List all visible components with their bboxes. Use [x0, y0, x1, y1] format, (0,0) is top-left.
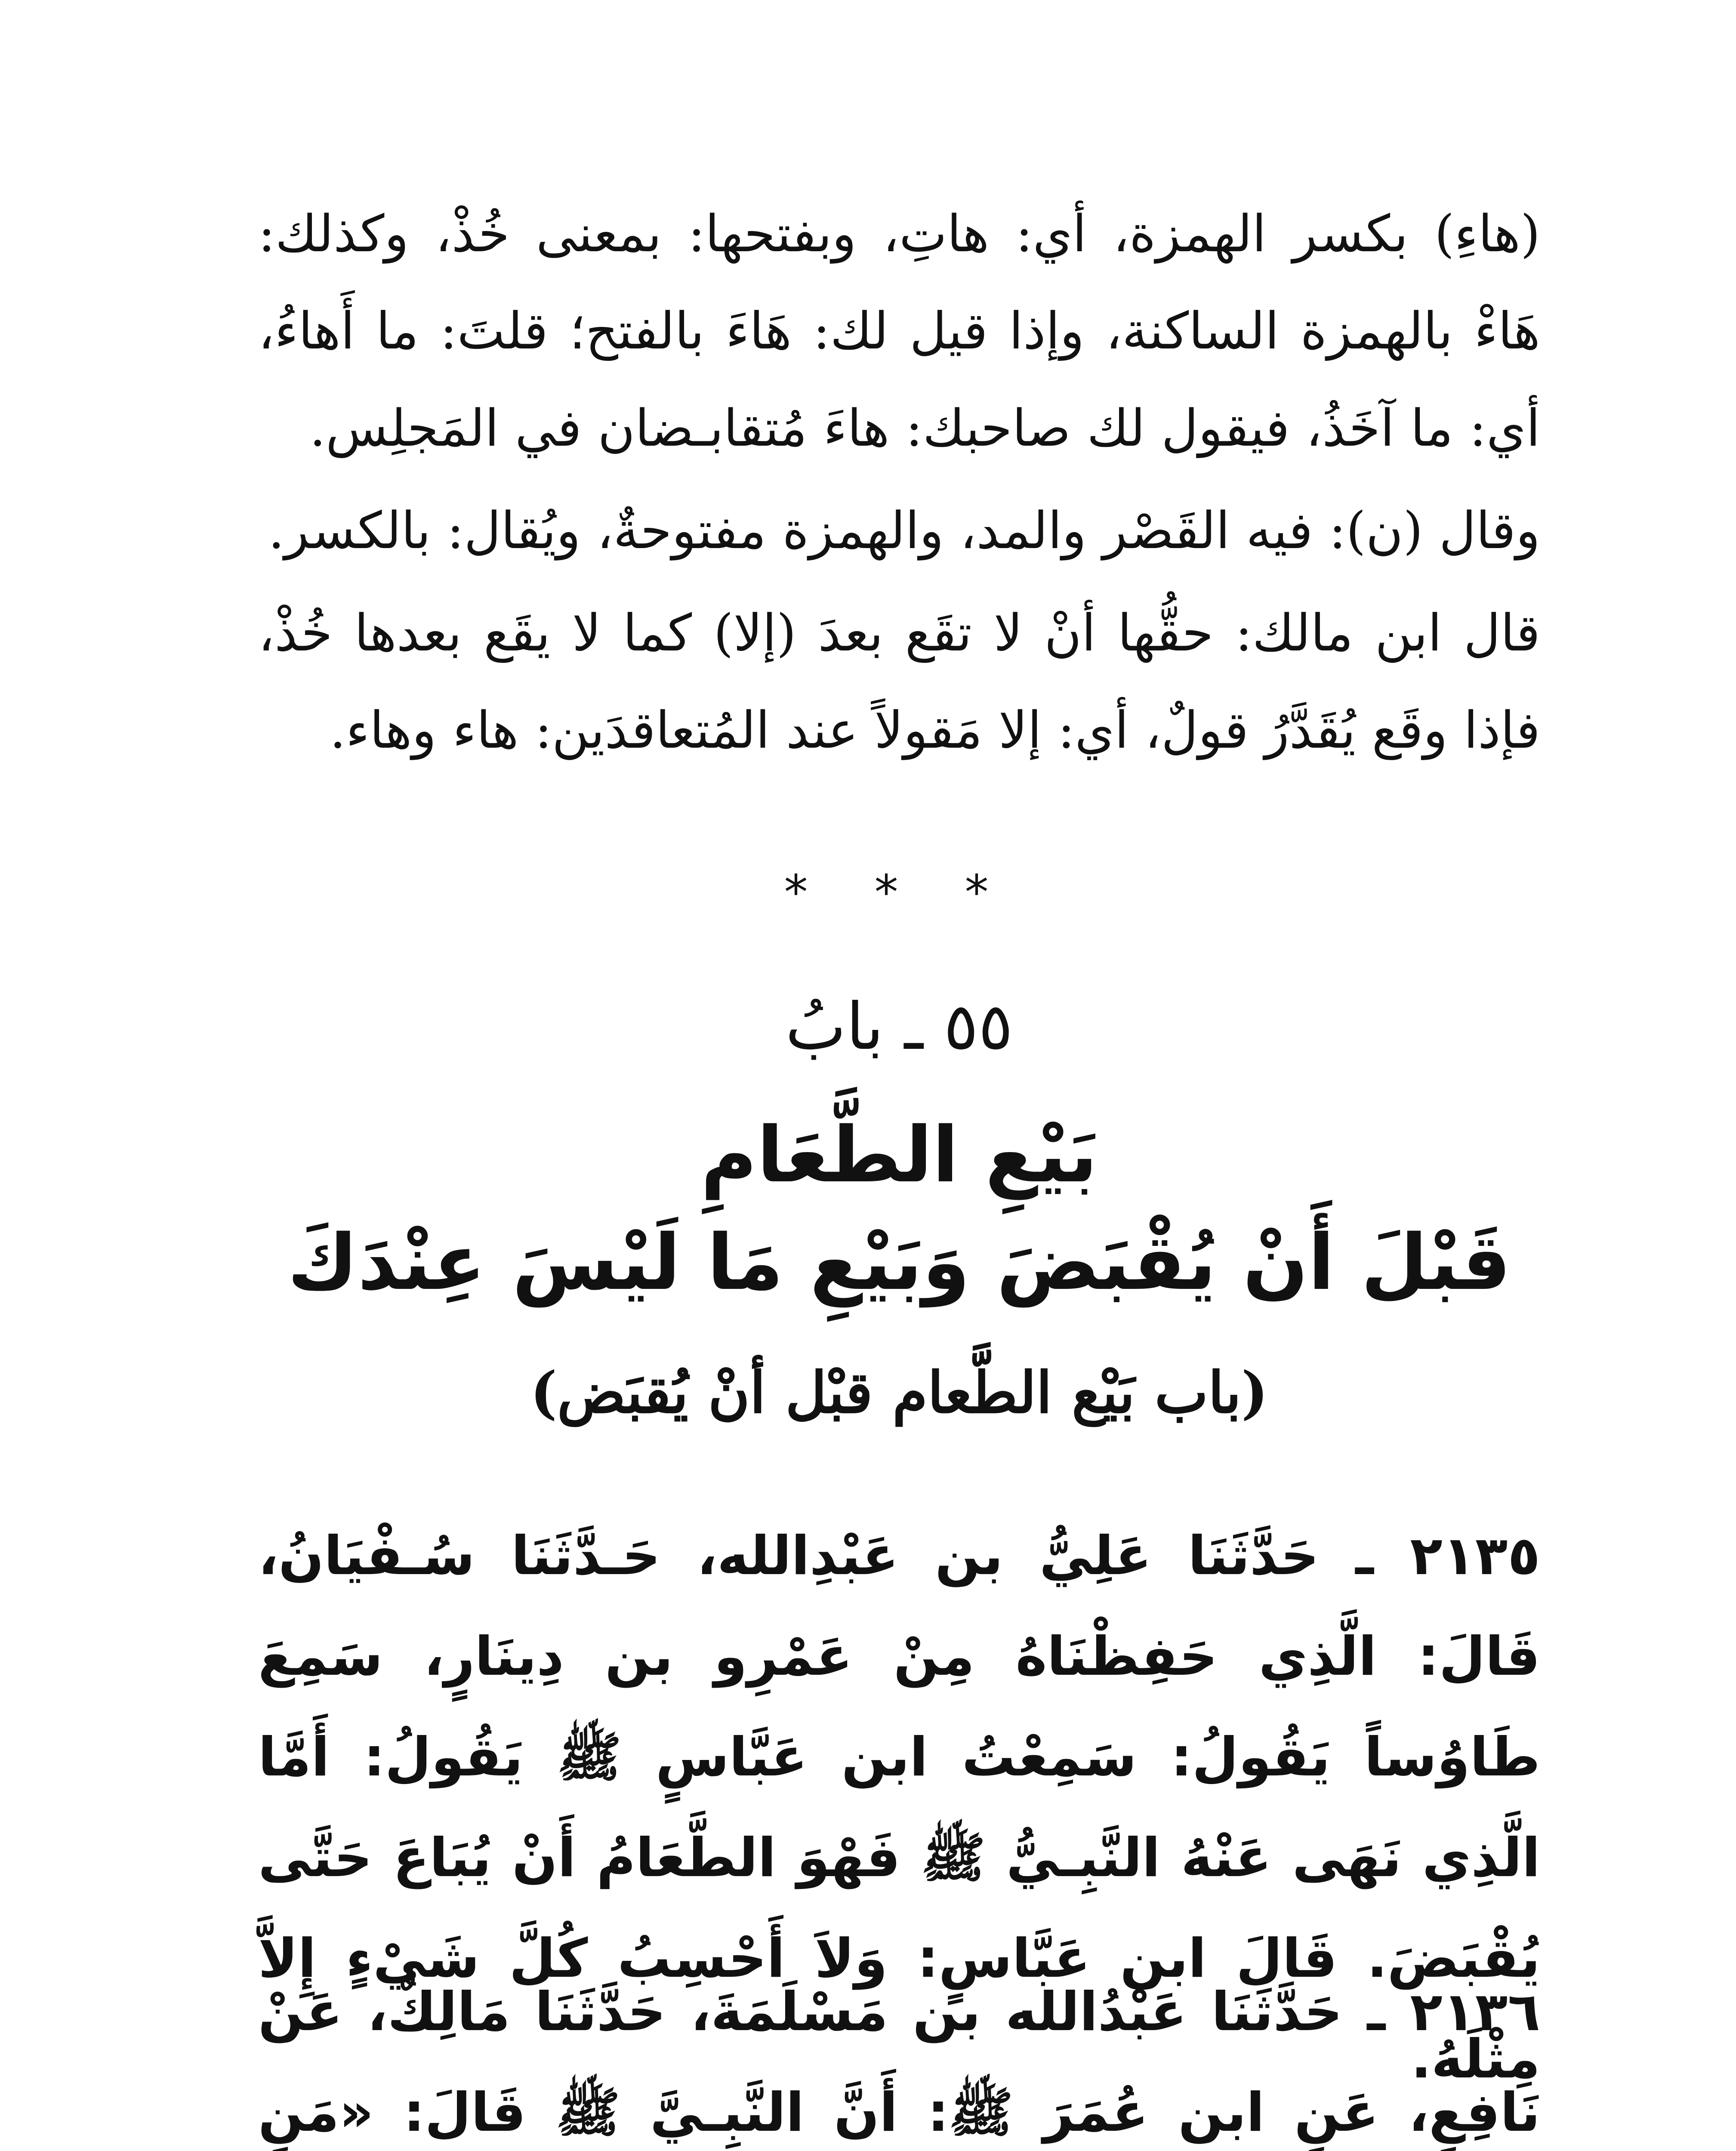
paragraph-ibn-malik-note: قال ابن مالك: حقُّها أنْ لا تقَع بعدَ (إلا) كما لا يقَع بعدها خُذْ، فإذا وقَع يُقَدَّرُ قولٌ، أي: إلا مَقولاً عند المُتعاقدَين: هاء وهاء. — [258, 603, 1540, 760]
hadith-text: ٢١٣٥ ـ حَدَّثَنَا عَلِيُّ بن عَبْدِالله، حَـدَّثَنَا سُـفْيَانُ، قَالَ: الَّذِي حَفِظْنَاهُ مِنْ عَمْرِو بن دِينَارٍ، سَمِعَ طَاوُساً يَقُولُ: سَمِعْتُ ابن عَبَّاسٍ ﷺ يَقُولُ: أَمَّا الَّذِي نَهَى عَنْهُ النَّبِـيُّ ﷺ فَهْوَ الطَّعَامُ أَنْ يُبَاعَ حَتَّى يُقْبَضَ. قَالَ ابن عَبَّاسٍ: وَلاَ أَحْسِبُ كُلَّ شَيْءٍ إِلاَّ مِثْلَهُ. — [258, 1525, 1540, 2090]
lexical-note — [258, 185, 1540, 779]
chapter-number: ٥٥ ـ بابُ — [785, 989, 1013, 1064]
section-separator: * * * — [784, 865, 1014, 920]
chapter-subtitle: (باب بَيْع الطَّعام قبْل أنْ يُقبَض) — [530, 1359, 1268, 1426]
chapter-title-line-1: بَيْعِ الطَّعَامِ — [700, 1110, 1098, 1199]
hadith-text: ٢١٣٦ ـ حَدَّثَنَا عَبْدُالله بن مَسْلَمَةَ، حَدَّثَنَا مَالِكٌ، عَنْ نَافِعٍ، عَنِ ابن عُمَرَ ﷺ: أَنَّ النَّبِـيَّ ﷺ قَالَ: «مَنِ — [258, 1981, 1540, 2144]
hadith-2136 — [258, 1962, 1540, 2151]
paragraph-nawawi-note: وقال (ن): فيه القَصْر والمد، والهمزة مفتوحةٌ، ويُقال: بالكسر. — [268, 501, 1540, 560]
chapter-title-line-2: قَبْلَ أَنْ يُقْبَضَ وَبَيْعِ مَا لَيْسَ عِنْدَكَ — [287, 1218, 1511, 1307]
paragraph-haa-explanation: (هاءِ) بكسر الهمزة، أي: هاتِ، وبفتحها: بمعنى خُذْ، وكذلك: هَاءْ بالهمزة الساكنة، وإذا قيل لك: هَاءَ بالفتح؛ قلتَ: ما أَهاءُ، أي: ما آخَذُ، فيقول لك صاحبك: هاءَ مُتقابـضان في المَجلِس. — [258, 204, 1540, 458]
